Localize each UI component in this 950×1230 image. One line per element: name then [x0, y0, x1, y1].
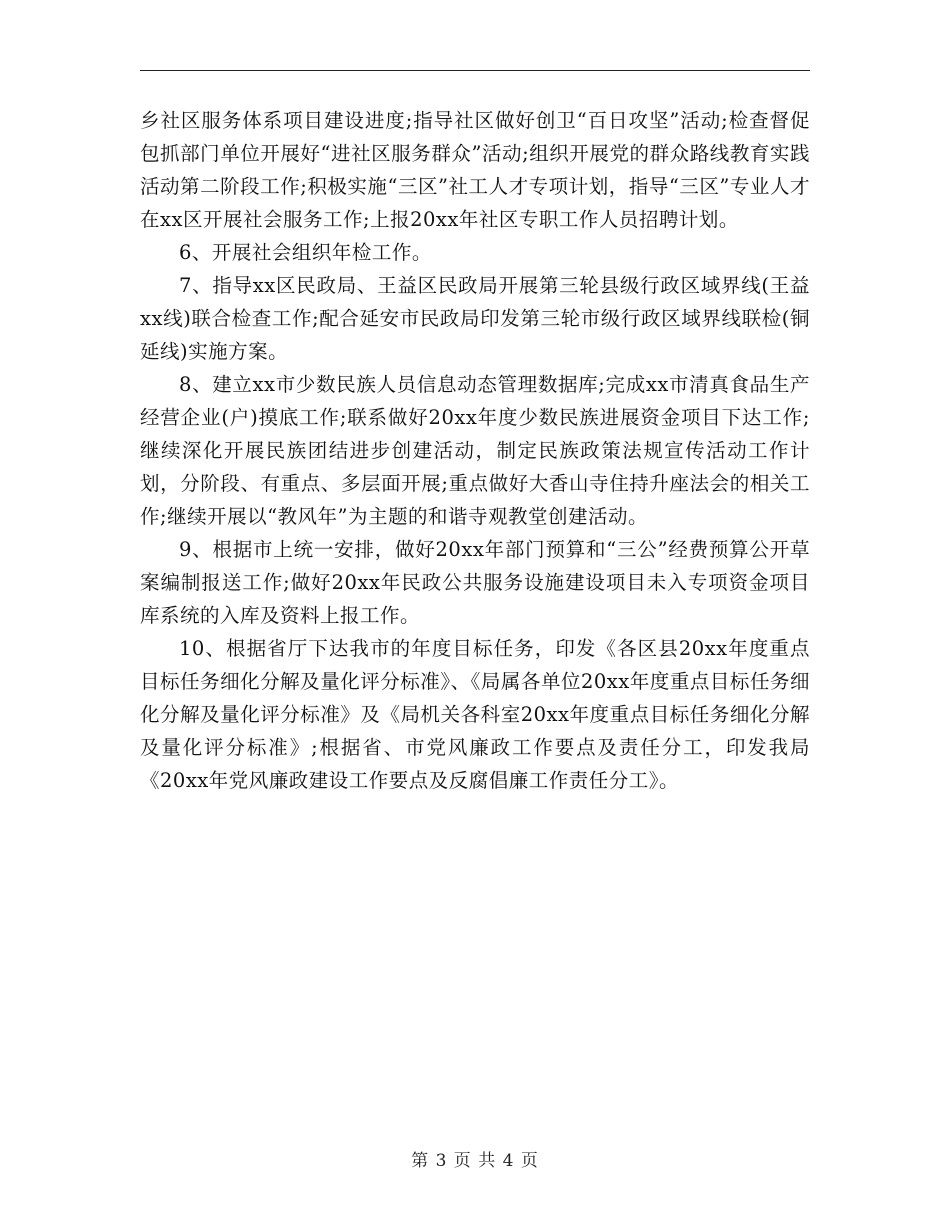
paragraph-item-9: 9、根据市上统一安排，做好20xx年部门预算和“三公”经费预算公开草案编制报送工作;做好20xx年民政公共服务设施建设项目未入专项资金项目库系统的入库及资料上报工作。 — [140, 538, 810, 627]
document-body — [140, 104, 810, 797]
header-rule — [140, 70, 810, 71]
paragraph-item-10: 10、根据省厅下达我市的年度目标任务，印发《各区县20xx年度重点目标任务细化分解及量化评分标准》、《局属各单位20xx年度重点目标任务细化分解及量化评分标准》及《局机关各科室20xx年度重点目标任务细化分解及量化评分标准》;根据省、市党风廉政工作要点及责任分工，印发我局《20xx年党风廉政建设工作要点及反腐倡廉工作责任分工》。 — [140, 637, 810, 792]
paragraph-item-7: 7、指导xx区民政局、王益区民政局开展第三轮县级行政区域界线(王益xx线)联合检查工作;配合延安市民政局印发第三轮市级行政区域界线联检(铜延线)实施方案。 — [140, 274, 810, 363]
paragraph-item-8: 8、建立xx市少数民族人员信息动态管理数据库;完成xx市清真食品生产经营企业(户)摸底工作;联系做好20xx年度少数民族进展资金项目下达工作;继续深化开展民族团结进步创建活动，制定民族政策法规宣传活动工作计划，分阶段、有重点、多层面开展;重点做好大香山寺住持升座法会的相关工作;继续开展以“教风年”为主题的和谐寺观教堂创建活动。 — [140, 373, 810, 528]
page-number-footer: 第 3 页 共 4 页 — [411, 1151, 539, 1171]
paragraph-continuation: 乡社区服务体系项目建设进度;指导社区做好创卫“百日攻坚”活动;检查督促包抓部门单位开展好“进社区服务群众”活动;组织开展党的群众路线教育实践活动第二阶段工作;积极实施“三区”社工人才专项计划，指导“三区”专业人才在xx区开展社会服务工作;上报20xx年社区专职工作人员招聘计划。 — [140, 109, 810, 231]
paragraph-item-6: 6、开展社会组织年检工作。 — [179, 241, 432, 264]
